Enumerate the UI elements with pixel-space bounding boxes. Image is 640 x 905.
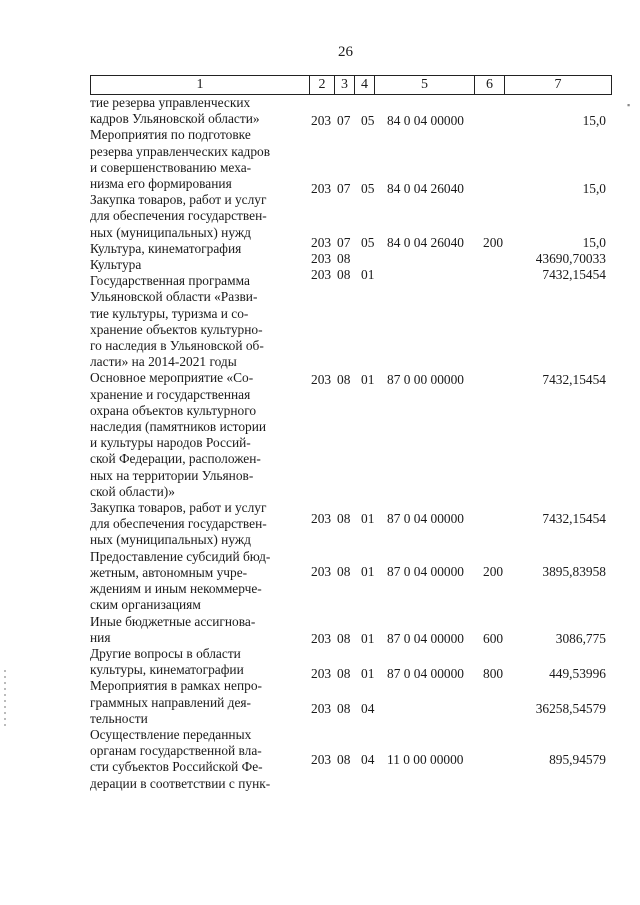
- cell-ved: 203: [311, 251, 332, 266]
- cell-rz: 08: [337, 511, 351, 526]
- desc-line: Осуществление переданных: [90, 726, 252, 742]
- desc-line: ласти» на 2014-2021 годы: [90, 354, 237, 370]
- table-row: [0, 372, 640, 388]
- desc-line: органам государственной вла-: [90, 743, 262, 759]
- cell-sum: 449,53996: [549, 666, 606, 681]
- desc-line: граммных направлений дея-: [90, 694, 252, 710]
- cell-rz: 08: [337, 752, 351, 767]
- desc-line: тие культуры, туризма и со-: [90, 305, 249, 321]
- table-row: [0, 631, 640, 647]
- cell-ved: 203: [311, 181, 332, 196]
- cell-ved: 203: [311, 267, 332, 282]
- desc-line: ждениям и иным некоммерче-: [90, 581, 262, 597]
- table-row: [0, 235, 640, 251]
- cell-ved: 203: [311, 752, 332, 767]
- desc-line: низма его формирования: [90, 176, 232, 192]
- desc-line: наследия (памятников истории: [90, 419, 267, 435]
- cell-csr: 84 0 04 00000: [387, 113, 464, 128]
- cell-rz: 08: [337, 701, 351, 716]
- cell-sum: 43690,70033: [535, 251, 606, 266]
- header-col-6: 6: [474, 76, 504, 94]
- table-row: [0, 267, 640, 283]
- desc-line: резерва управленческих кадров: [90, 143, 271, 159]
- desc-line: Основное мероприятие «Со-: [90, 370, 254, 386]
- description-column: [90, 95, 305, 792]
- cell-csr: 87 0 04 00000: [387, 666, 464, 681]
- cell-csr: 84 0 04 26040: [387, 181, 464, 196]
- cell-pr: 01: [361, 511, 375, 526]
- table-row: [0, 564, 640, 580]
- page-number: 26: [338, 44, 353, 60]
- desc-line: тие резерва управленческих: [90, 95, 251, 110]
- table-row: [0, 113, 640, 129]
- desc-line: го наследия в Ульяновской об-: [90, 338, 264, 354]
- cell-sum: 36258,54579: [535, 701, 606, 716]
- desc-line: хранение и государственная: [90, 386, 251, 402]
- desc-line: хранение объектов культурно-: [90, 321, 263, 337]
- cell-sum: 7432,15454: [542, 267, 606, 282]
- desc-line: для обеспечения государствен-: [90, 208, 267, 224]
- desc-line: Государственная программа: [90, 273, 250, 289]
- cell-vr: 200: [483, 235, 504, 250]
- desc-line: Культура: [90, 257, 142, 273]
- cell-ved: 203: [311, 372, 332, 387]
- table-row: [0, 752, 640, 768]
- desc-item: [90, 192, 305, 241]
- cell-rz: 08: [337, 267, 351, 282]
- desc-line: Предоставление субсидий бюд-: [90, 548, 271, 564]
- desc-line: Другие вопросы в области: [90, 645, 241, 661]
- header-col-4: 4: [354, 76, 374, 94]
- desc-line: жетным, автономным учре-: [90, 564, 248, 580]
- cell-pr: 04: [361, 701, 375, 716]
- cell-pr: 05: [361, 181, 375, 196]
- cell-rz: 08: [337, 666, 351, 681]
- cell-rz: 08: [337, 631, 351, 646]
- scan-artifact: [4, 670, 6, 730]
- cell-ved: 203: [311, 701, 332, 716]
- desc-line: охрана объектов культурного: [90, 402, 257, 418]
- desc-item: [90, 370, 305, 500]
- desc-line: Ульяновской области «Разви-: [90, 289, 258, 305]
- header-col-1: 1: [196, 77, 204, 92]
- cell-rz: 07: [337, 113, 351, 128]
- desc-line: для обеспечения государствен-: [90, 516, 267, 532]
- desc-line: сти субъектов Российской Фе-: [90, 759, 263, 775]
- table-row: [0, 666, 640, 682]
- cell-rz: 07: [337, 235, 351, 250]
- header-col-7: 7: [504, 76, 611, 94]
- cell-sum: 7432,15454: [542, 511, 606, 526]
- cell-pr: 05: [361, 113, 375, 128]
- desc-line: ных (муниципальных) нужд: [90, 224, 251, 240]
- cell-sum: 3895,83958: [542, 564, 606, 579]
- header-col-2: 2: [309, 76, 334, 94]
- cell-rz: 08: [337, 564, 351, 579]
- cell-sum: 7432,15454: [542, 372, 606, 387]
- desc-line: кадров Ульяновской области»: [90, 111, 260, 127]
- desc-line: ской области)»: [90, 483, 175, 499]
- desc-line: ния: [90, 629, 111, 645]
- table-row: [0, 511, 640, 527]
- cell-ved: 203: [311, 631, 332, 646]
- cell-rz: 08: [337, 372, 351, 387]
- cell-rz: 08: [337, 251, 351, 266]
- cell-sum: 15,0: [582, 235, 606, 250]
- cell-vr: 800: [483, 666, 504, 681]
- cell-vr: 200: [483, 564, 504, 579]
- cell-pr: 01: [361, 564, 375, 579]
- cell-csr: 87 0 04 00000: [387, 564, 464, 579]
- desc-line: Мероприятия в рамках непро-: [90, 678, 262, 694]
- cell-ved: 203: [311, 666, 332, 681]
- desc-line: Культура, кинематография: [90, 240, 242, 256]
- cell-ved: 203: [311, 235, 332, 250]
- cell-pr: 01: [361, 267, 375, 282]
- cell-rz: 07: [337, 181, 351, 196]
- desc-line: Мероприятия по подготовке: [90, 127, 251, 143]
- cell-csr: 87 0 04 00000: [387, 631, 464, 646]
- cell-pr: 05: [361, 235, 375, 250]
- cell-ved: 203: [311, 564, 332, 579]
- table-row: [0, 181, 640, 197]
- cell-csr: 87 0 00 00000: [387, 372, 464, 387]
- cell-ved: 203: [311, 113, 332, 128]
- header-col-5: 5: [374, 76, 474, 94]
- cell-ved: 203: [311, 511, 332, 526]
- cell-sum: 15,0: [582, 113, 606, 128]
- desc-item: [90, 549, 305, 614]
- header-col-3: 3: [334, 76, 354, 94]
- desc-line: и культуры народов Россий-: [90, 435, 251, 451]
- desc-line: Закупка товаров, работ и услуг: [90, 500, 267, 516]
- desc-line: культуры, кинематографии: [90, 662, 244, 678]
- cell-sum: 3086,775: [555, 631, 606, 646]
- desc-line: Закупка товаров, работ и услуг: [90, 192, 267, 208]
- table-header: [90, 75, 612, 95]
- cell-csr: 84 0 04 26040: [387, 235, 464, 250]
- cell-pr: 04: [361, 752, 375, 767]
- desc-line: ных (муниципальных) нужд: [90, 532, 251, 548]
- cell-csr: 87 0 04 00000: [387, 511, 464, 526]
- desc-line: и совершенствованию меха-: [90, 159, 252, 175]
- cell-vr: 600: [483, 631, 504, 646]
- desc-line: ским организациям: [90, 597, 201, 613]
- cell-pr: 01: [361, 372, 375, 387]
- cell-sum: 15,0: [582, 181, 606, 196]
- desc-line: Иные бюджетные ассигнова-: [90, 613, 256, 629]
- cell-pr: 01: [361, 666, 375, 681]
- cell-csr: 11 0 00 00000: [387, 752, 464, 767]
- desc-item: [90, 273, 305, 370]
- desc-line: ных на территории Ульянов-: [90, 467, 254, 483]
- table-row: [0, 251, 640, 267]
- desc-line: дерации в соответствии с пунк-: [90, 775, 271, 791]
- cell-pr: 01: [361, 631, 375, 646]
- scan-mark: ▪: [627, 100, 631, 110]
- desc-line: тельности: [90, 710, 148, 726]
- table-row: [0, 701, 640, 717]
- desc-line: ской Федерации, расположен-: [90, 451, 261, 467]
- cell-sum: 895,94579: [549, 752, 606, 767]
